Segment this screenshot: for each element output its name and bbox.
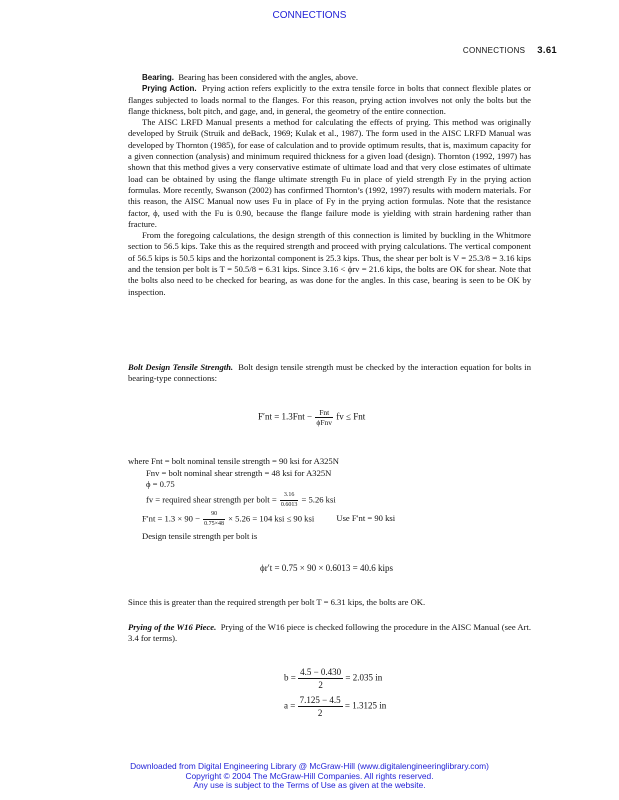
equation-a <box>284 694 386 719</box>
where-line-2: Fnv = bolt nominal shear strength = 48 ksi for A325N <box>146 467 332 478</box>
where-list <box>128 456 531 529</box>
page-number: 3.61 <box>537 45 557 56</box>
where-intro: where <box>128 456 149 466</box>
w16-text: Prying of the W16 piece is checked following the procedure in the AISC Manual (see Art. 3.4 for terms). <box>128 622 531 644</box>
equation-a-lhs: a = <box>284 700 296 711</box>
top-section-link[interactable]: CONNECTIONS <box>272 10 347 21</box>
where-line-1 <box>128 456 531 468</box>
prying-paragraph <box>128 83 531 117</box>
equation-a-fraction <box>298 694 343 719</box>
footer-download-link[interactable]: Downloaded from Digital Engineering Library @ McGraw-Hill (www.digitalengineeringlibrary.com) <box>130 761 489 771</box>
equation-b-lhs: b = <box>284 672 296 683</box>
lrfd-paragraph: The AISC LRFD Manual presents a method for calculating the effects of prying. This method was originally developed by Struik (Struik and deBack, 1969; Kulak et al., 1987). The form used in the AISC LRFD Manual was developed by Thornton (1985), for ease of calculation and to provide optimum results, that is, maximum capacity for a given connection (analysis) and minimum required thickness for a given load (design). Thornton (1992, 1997) has shown that this method gives a very conservative estimate of ultimate load and that very close estimates of ultimate load can be obtained by using the flange ultimate strength Fu in place of yield strength Fy in the prying action formulas. More recently, Swanson (2002) has confirmed Thornton’s (1992, 1997) results with modern materials. For this reason, the AISC Manual now uses Fu in place of Fy in the prying action formulas. Note that the resistance factor, ϕ, used with the Fu is 0.90, because the flange failure mode is yielding with strain hardening rather than fracture. <box>128 117 531 229</box>
where-line-5 <box>128 510 531 529</box>
design-strength-intro: Design tensile strength per bolt is <box>142 531 258 541</box>
equation-a-num: 7.125 − 4.5 <box>299 695 341 705</box>
equation-rhs: fv ≤ Fnt <box>336 411 366 422</box>
footer <box>0 762 619 791</box>
running-head-title: CONNECTIONS <box>462 46 526 55</box>
bolt-design-label: Bolt Design Tensile Strength. <box>128 362 234 372</box>
running-head <box>463 45 557 56</box>
equation-denominator: ϕFnv <box>316 418 333 427</box>
footer-copyright: Copyright © 2004 The McGraw-Hill Companies. All rights reserved. <box>185 770 434 781</box>
where-line-5-pre: F′nt = 1.3 × 90 − <box>142 513 200 524</box>
bearing-label: Bearing. <box>142 73 175 82</box>
where-line-4-fraction <box>280 491 299 510</box>
interaction-equation <box>258 408 365 427</box>
w16-paragraph <box>128 622 531 645</box>
where-line-3: ϕ = 0.75 <box>146 479 175 490</box>
where-line-4-pre: fv = required shear strength per bolt = <box>146 494 277 505</box>
where-text-1: Fnt = bolt nominal tensile strength = 90 ksi for A325N <box>151 456 339 466</box>
greater-paragraph: Since this is greater than the required strength per bolt T = 6.31 kips, the bolts are OK. <box>128 597 426 607</box>
foregoing-paragraph: From the foregoing calculations, the design strength of this connection is limited by buckling in the Whitmore section to 56.5 kips. Take this as the required strength and proceed with prying calculations. The vertical component of 56.5 kips is 50.5 kips and the horizontal component is 25.3 kips. Thus, the shear per bolt is V = 25.3/8 = 3.16 kips and the tension per bolt is T = 50.5/8 = 6.31 kips. Since 3.16 < ϕrv = 21.6 kips, the bolts are OK for shear. Note that the bolts also need to be checked for bearing, as was done for the angles. In this case, bearing is seen to be OK by inspection. <box>128 230 531 297</box>
bearing-paragraph <box>128 72 531 83</box>
equation-lhs: F′nt = 1.3Fnt − <box>258 411 313 422</box>
equation-b-num: 4.5 − 0.430 <box>300 667 342 677</box>
page-body <box>128 72 531 298</box>
design-strength-equation: ϕr′t = 0.75 × 90 × 0.6013 = 40.6 kips <box>260 563 394 573</box>
bearing-text: Bearing has been considered with the angles, above. <box>178 72 359 82</box>
prying-label: Prying Action. <box>142 84 197 94</box>
where-line-4-num: 3.16 <box>280 491 299 501</box>
where-line-5-use: Use F′nt = 90 ksi <box>336 513 396 524</box>
equation-b-fraction <box>298 666 343 691</box>
equation-a-rhs: = 1.3125 in <box>344 700 387 711</box>
equation-b <box>284 666 382 691</box>
equation-b-rhs: = 2.035 in <box>345 672 383 683</box>
equation-numerator: Fnt <box>315 408 333 418</box>
where-line-4-den: 0.6013 <box>280 501 298 508</box>
bolt-design-text: Bolt design tensile strength must be checked by the interaction equation for bolts in bearing-type connections: <box>128 362 531 384</box>
equation-b-den: 2 <box>318 680 323 690</box>
where-line-5-num: 90 <box>203 510 225 520</box>
equation-fraction <box>315 408 333 427</box>
where-line-5-den: 0.75×48 <box>204 520 225 527</box>
footer-terms-link[interactable]: Any use is subject to the Terms of Use as given at the website. <box>193 780 426 791</box>
where-line-4-post: = 5.26 ksi <box>301 494 336 505</box>
where-line-5-fraction <box>203 510 225 529</box>
where-line-4 <box>128 491 531 510</box>
prying-text: Prying action refers explicitly to the extra tensile force in bolts that connect flexible plates or flanges subjected to loads normal to the flanges. For this reason, prying action involves not only the bolts but the flange thickness, bolt pitch, and gage, and, in general, the geometry of the entire connection. <box>128 83 532 116</box>
where-line-5-post: × 5.26 = 104 ksi ≤ 90 ksi <box>228 513 315 524</box>
bolt-design-paragraph <box>128 362 531 385</box>
w16-label: Prying of the W16 Piece. <box>128 622 217 632</box>
equation-a-den: 2 <box>317 708 323 718</box>
